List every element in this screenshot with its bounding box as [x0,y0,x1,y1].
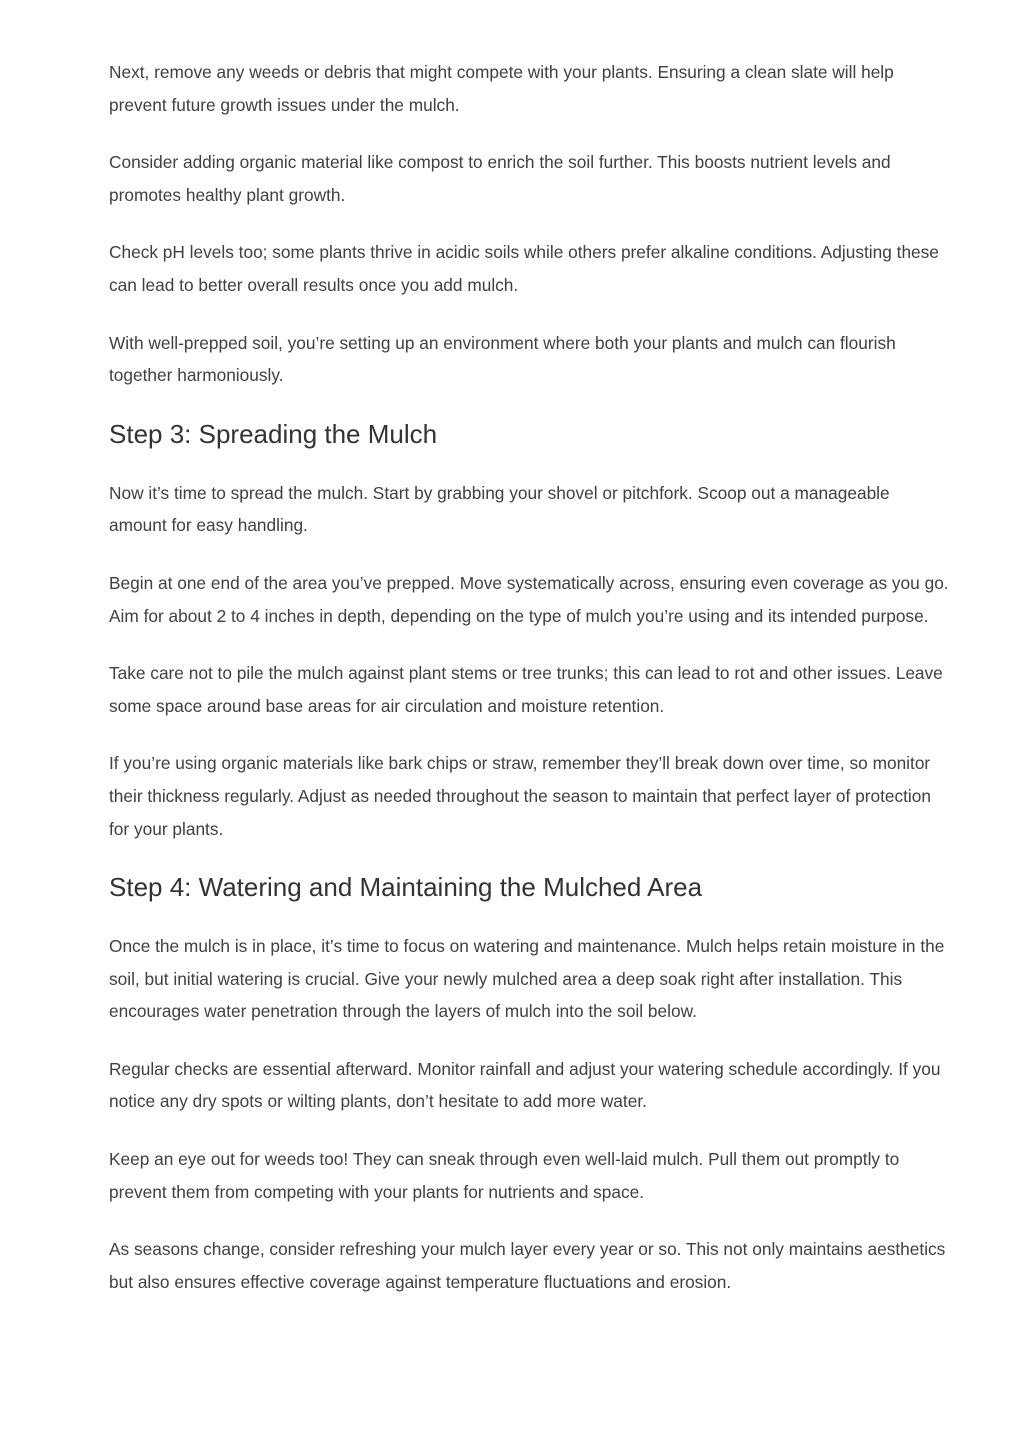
paragraph-organic-breakdown: If you’re using organic materials like bark chips or straw, remember they’ll break down over time, so monitor their thickness regularly. Adjust as needed throughout the season to maintain that perfect layer of protection for your plants. [109,753,931,839]
heading-step-4: Step 4: Watering and Maintaining the Mulched Area [109,872,703,903]
paragraph-ph-levels: Check pH levels too; some plants thrive in acidic soils while others prefer alkaline conditions. Adjusting these can lead to better overall results once you add mulch. [109,242,939,295]
paragraph-remove-weeds: Next, remove any weeds or debris that might compete with your plants. Ensuring a clean slate will help prevent future growth issues under the mulch. [109,62,894,115]
heading-step-3: Step 3: Spreading the Mulch [109,418,438,449]
paragraph-weeds: Keep an eye out for weeds too! They can sneak through even well-laid mulch. Pull them out promptly to prevent them from competing with your plants for nutrients and space. [109,1149,900,1202]
paragraph-regular-checks: Regular checks are essential afterward. Monitor rainfall and adjust your watering schedule accordingly. If you notice any dry spots or wilting plants, don’t hesitate to add more water. [109,1058,941,1112]
paragraph-refresh-mulch: As seasons change, consider refreshing your mulch layer every year or so. This not only maintains aesthetics but also ensures effective coverage against temperature fluctuations and erosion. [109,1239,946,1292]
paragraph-even-coverage: Begin at one end of the area you’ve prepped. Move systematically across, ensuring even coverage as you go. Aim for about 2 to 4 inches in depth, depending on the type of mulch you’re using and its intended purpose. [109,572,949,626]
paragraph-spread-mulch: Now it’s time to spread the mulch. Start by grabbing your shovel or pitchfork. Scoop out a manageable amount for easy handling. [109,482,890,536]
paragraph-well-prepped-soil: With well-prepped soil, you’re setting up an environment where both your plants and mulch can flourish together harmoniously. [109,332,896,386]
paragraph-avoid-stems: Take care not to pile the mulch against plant stems or tree trunks; this can lead to rot and other issues. Leave some space around base areas for air circulation and moisture retention. [109,663,943,716]
paragraph-initial-watering: Once the mulch is in place, it’s time to focus on watering and maintenance. Mulch helps retain moisture in the soil, but initial watering is crucial. Give your newly mulched area a deep soak right after installation. This encourages water penetration through the layers of mulch into the soil below. [109,936,945,1022]
paragraph-organic-material: Consider adding organic material like compost to enrich the soil further. This boosts nutrient levels and promotes healthy plant growth. [109,152,891,205]
article-body [109,56,951,1323]
